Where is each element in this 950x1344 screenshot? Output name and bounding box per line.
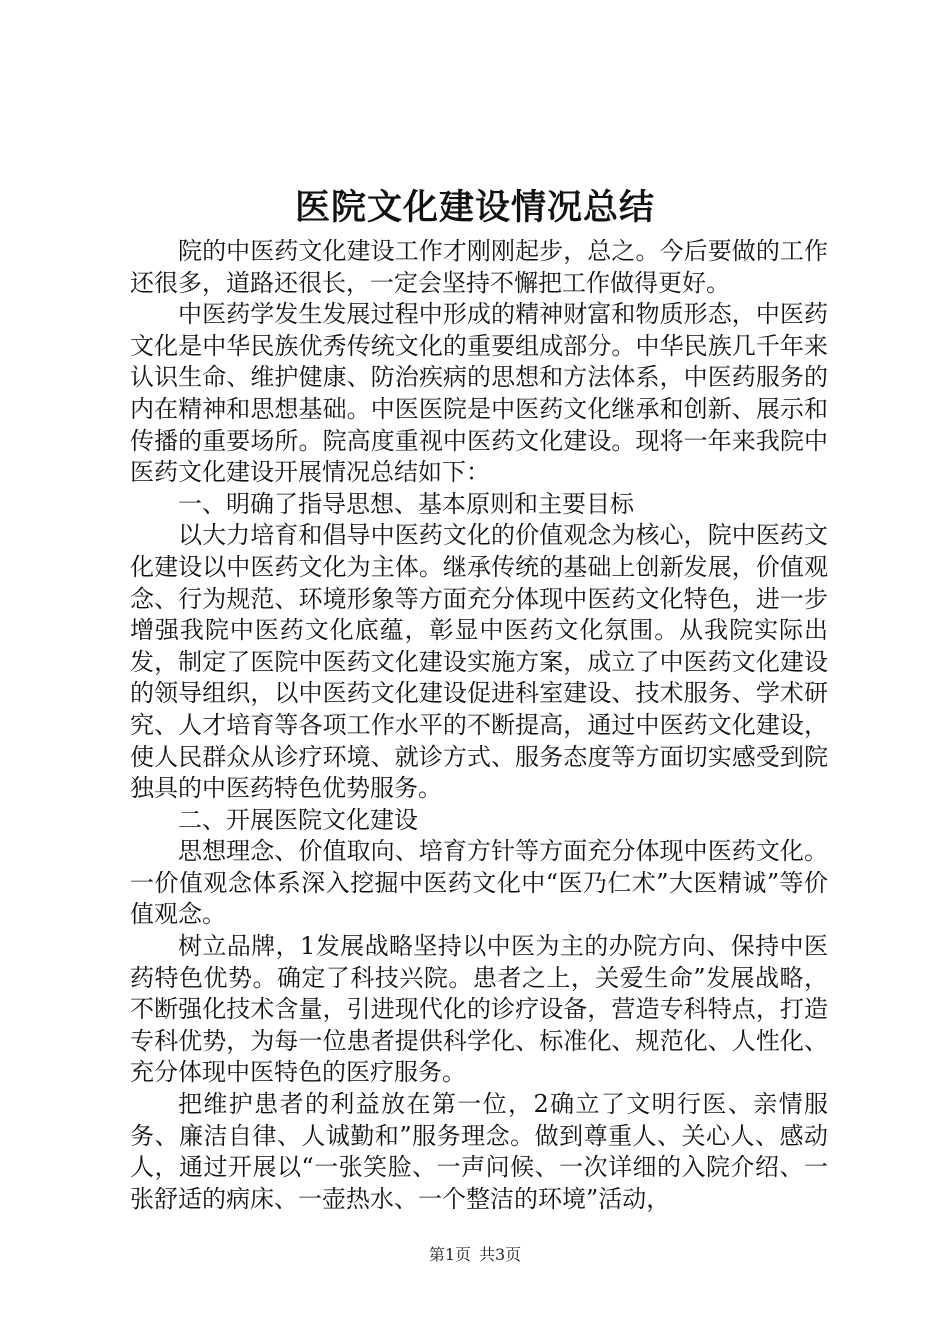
document-title: 医院文化建设情况总结 <box>294 187 655 228</box>
page-number-total: 共3页 <box>479 1245 522 1264</box>
paragraph-background: 中医药学发生发展过程中形成的精神财富和物质形态，中医药文化是中华民族优秀传统文化的重要组成部分。中华民族几千年来认识生命、维护健康、防治疾病的思想和方法体系，中医药服务的内在精神和思想基础。中医医院是中医药文化继承和创新、展示和传播的重要场所。院高度重视中医药文化建设。现将一年来我院中医药文化建设开展情况总结如下： <box>130 300 828 487</box>
section-heading-2: 二、开展医院文化建设 <box>178 805 418 834</box>
paragraph-brand: 树立品牌，1发展战略坚持以中医为主的办院方向、保持中医药特色优势。确定了科技兴院。患者之上，关爱生命”发展战略，不断强化技术含量，引进现代化的诊疗设备，营造专科特点，打造专科优势，为每一位患者提供科学化、标准化、规范化、人性化、充分体现中医特色的医疗服务。 <box>130 932 828 1087</box>
paragraph-section-1: 以大力培育和倡导中医药文化的价值观念为核心，院中医药文化建设以中医药文化为主体。继承传统的基础上创新发展，价值观念、行为规范、环境形象等方面充分体现中医药文化特色，进一步增强我院中医药文化底蕴，彰显中医药文化氛围。从我院实际出发，制定了医院中医药文化建设实施方案，成立了中医药文化建设的领导组织，以中医药文化建设促进科室建设、技术服务、学术研究、人才培育等各项工作水平的不断提高，通过中医药文化建设，使人民群众从诊疗环境、就诊方式、服务态度等方面切实感受到院独具的中医药特色优势服务。 <box>130 521 828 803</box>
page-number-current: 第1页 <box>428 1245 471 1264</box>
paragraph-values: 思想理念、价值取向、培育方针等方面充分体现中医药文化。一价值观念体系深入挖掘中医药文化中“医乃仁术”大医精诚”等价值观念。 <box>130 837 828 929</box>
document-body <box>130 236 828 1215</box>
section-heading-1: 一、明确了指导思想、基本原则和主要目标 <box>178 489 634 518</box>
page-footer <box>0 1244 950 1266</box>
paragraph-service: 把维护患者的利益放在第一位，2确立了文明行医、亲情服务、廉洁自律、人诚勤和”服务理念。做到尊重人、关心人、感动人，通过开展以“一张笑脸、一声问候、一次详细的入院介绍、一张舒适的病床、一壶热水、一个整洁的环境”活动， <box>130 1090 828 1213</box>
paragraph-intro: 院的中医药文化建设工作才刚刚起步，总之。今后要做的工作还很多，道路还很长，一定会坚持不懈把工作做得更好。 <box>130 237 828 297</box>
